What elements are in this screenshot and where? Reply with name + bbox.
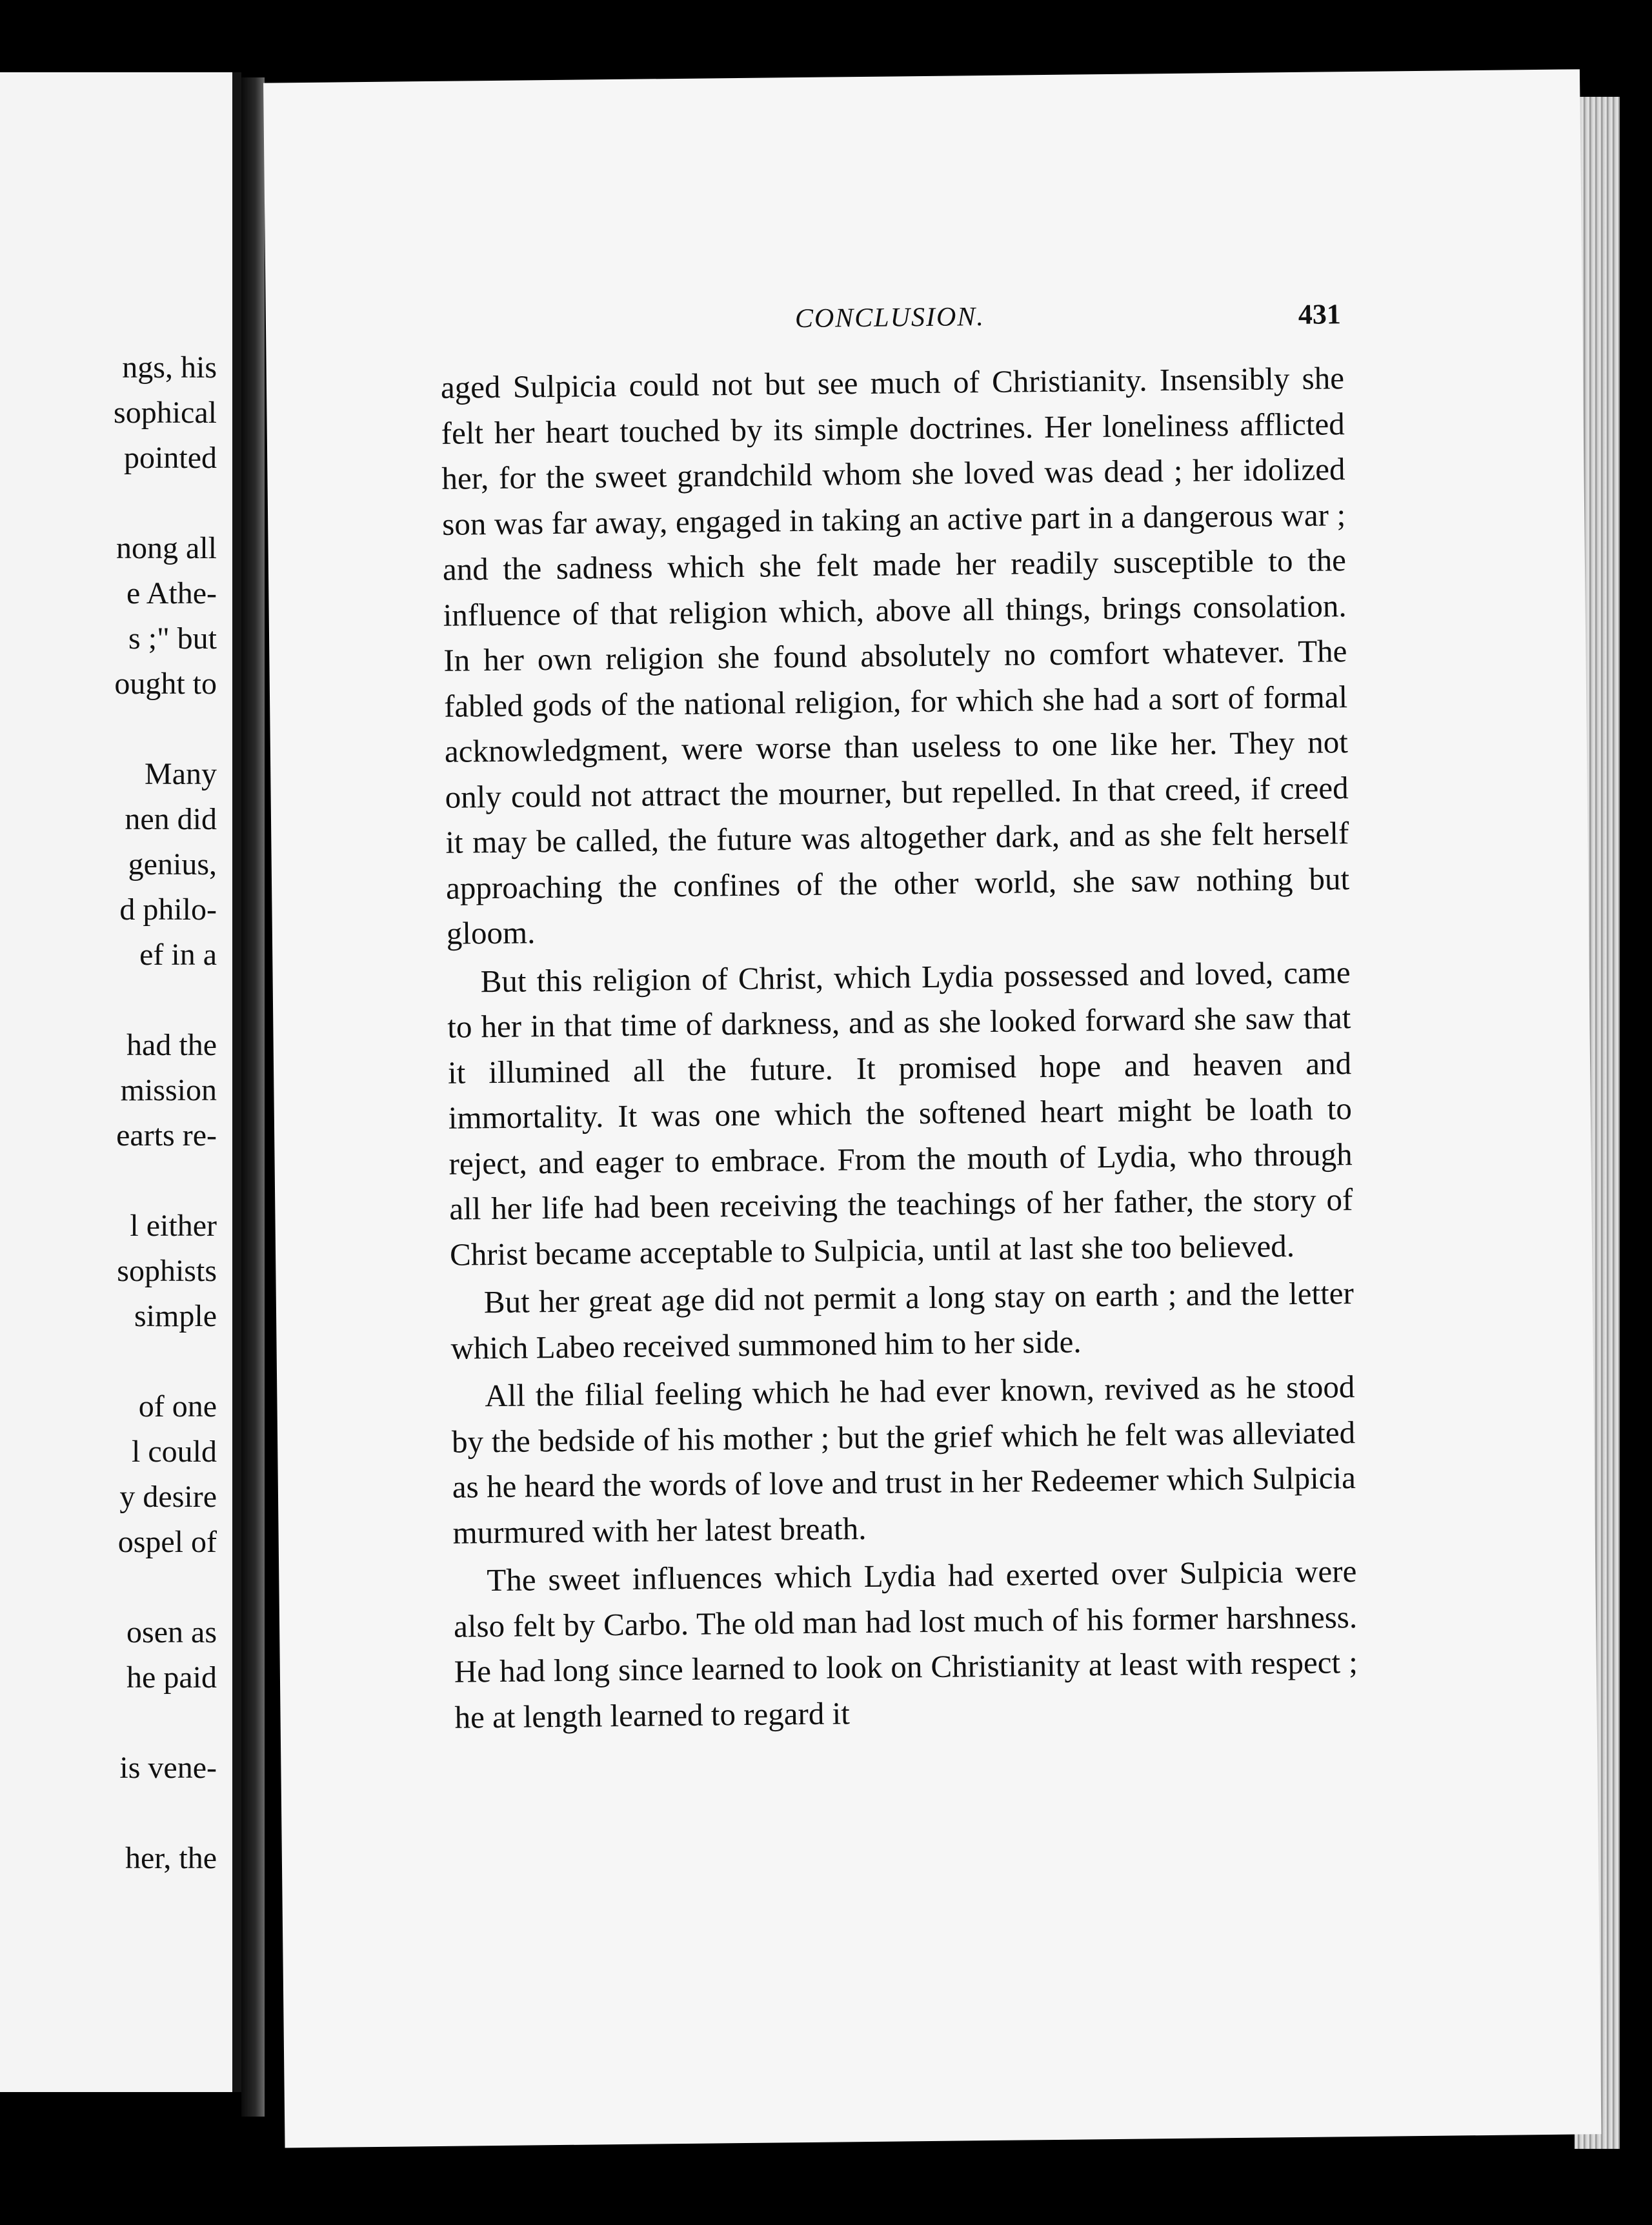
left-page-line: nong all bbox=[116, 531, 217, 565]
left-page-line: s ;" but bbox=[128, 621, 217, 656]
left-page-line: mission bbox=[120, 1073, 217, 1107]
paragraph: But her great age did not permit a long stay on earth ; and the letter which Labeo received summoned him to her side. bbox=[450, 1275, 1355, 1366]
left-page-line: osen as bbox=[126, 1615, 217, 1649]
body-text bbox=[441, 356, 1358, 1743]
paragraph: The sweet influences which Lydia had exerted over Sulpicia were also felt by Carbo. The old man had lost much of his former harshness. He had long since learned to look on Christianity at least with respect ; he at length learned to regard it bbox=[453, 1553, 1358, 1735]
left-page-line: is vene- bbox=[119, 1751, 217, 1785]
left-page-line: ef in a bbox=[139, 938, 217, 972]
left-page-line: he paid bbox=[126, 1660, 217, 1695]
page-number: 431 bbox=[1298, 298, 1342, 330]
left-page-line: sophical bbox=[114, 396, 217, 430]
left-page-line: pointed bbox=[124, 441, 217, 475]
left-page-line: genius, bbox=[128, 847, 217, 881]
left-page-line: her, the bbox=[125, 1841, 217, 1875]
left-page-line: had the bbox=[126, 1028, 217, 1062]
left-page-line: e Athe- bbox=[126, 576, 217, 610]
left-page-line: earts re- bbox=[116, 1118, 217, 1153]
left-facing-page bbox=[0, 72, 241, 2092]
right-page bbox=[263, 69, 1601, 2148]
left-page-line: of one bbox=[138, 1389, 217, 1424]
left-page-line: ngs, his bbox=[122, 350, 217, 385]
left-page-line: y desire bbox=[119, 1480, 217, 1514]
left-page-line: l could bbox=[132, 1435, 217, 1469]
left-page-line: l either bbox=[130, 1209, 217, 1243]
left-page-line: d philo- bbox=[119, 892, 217, 927]
paragraph: All the filial feeling which he had ever known, revived as he stood by the bedside of his mother ; but the grief which he felt was alleviated as he heard the words of love and trust in her Redeemer which Sulpicia murmured with her latest breath. bbox=[451, 1369, 1356, 1551]
left-page-line: Many bbox=[145, 757, 217, 791]
left-page-line: ought to bbox=[114, 667, 217, 701]
left-page-line: ospel of bbox=[117, 1525, 217, 1559]
paragraph: aged Sulpicia could not but see much of Christianity. Insensibly she felt her heart touched by its simple doctrines. Her loneliness afflicted her, for the sweet grandchild whom she loved was dead ; her idolized son was far away, engaged in taking an active part in a dangerous war ; and the sadness which she felt made her readily susceptible to the influence of that religion which, above all things, brings consolation. In her own religion she found absolutely no comfort whatever. The fabled gods of the national religion, for which she had a sort of formal acknowledgment, were worse than useless to one like her. They not only could not attract the mourner, but repelled. In that creed, if creed it may be called, the future was altogether dark, and as she felt herself approaching the confines of the other world, she saw nothing but gloom. bbox=[440, 360, 1350, 951]
paragraph: But this religion of Christ, which Lydia possessed and loved, came to her in that time of darkness, and as she looked forward she saw that it illumined all the future. It promised hope and heaven and immortality. It was one which the softened heart might be loath to reject, and eager to embrace. From the mouth of Lydia, who through all her life had been receiving the teachings of her father, the story of Christ became acceptable to Sulpicia, until at last she too believed. bbox=[447, 954, 1353, 1273]
left-page-line: nen did bbox=[125, 802, 217, 836]
left-page-line: sophists bbox=[117, 1254, 217, 1288]
book-gutter bbox=[241, 77, 265, 2117]
running-head: CONCLUSION. bbox=[794, 301, 985, 334]
left-page-line: simple bbox=[134, 1299, 217, 1333]
